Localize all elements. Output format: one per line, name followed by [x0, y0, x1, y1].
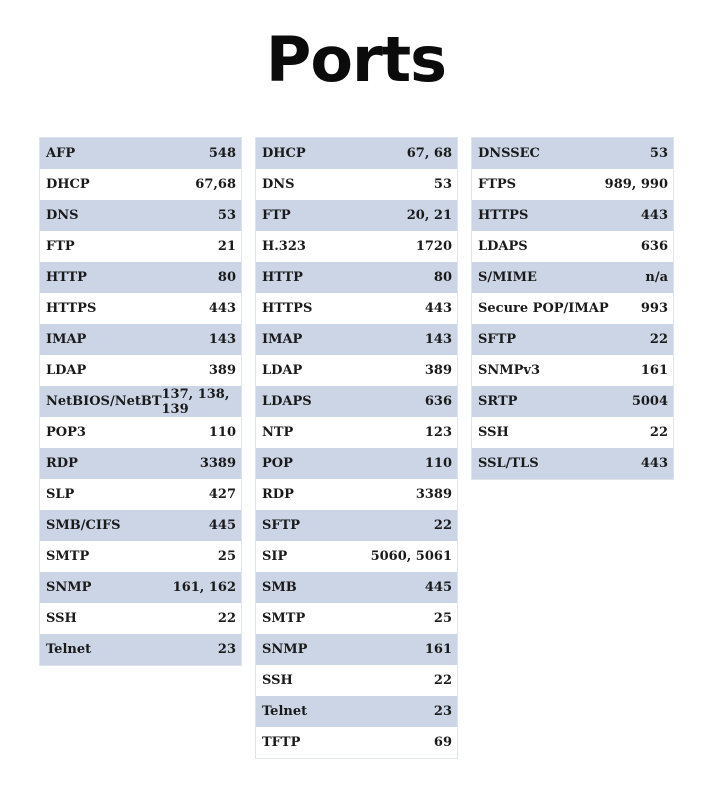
protocol-name: RDP: [46, 456, 78, 471]
port-number: 389: [424, 363, 452, 378]
port-number: 110: [208, 425, 236, 440]
table-row: [256, 231, 457, 262]
protocol-name: TFTP: [262, 735, 301, 750]
port-number: 53: [433, 177, 452, 192]
protocol-name: SSH: [478, 425, 509, 440]
port-number: n/a: [645, 270, 668, 285]
port-number: 80: [433, 270, 452, 285]
protocol-name: SMB: [262, 580, 297, 595]
table-row: [256, 293, 457, 324]
table-row: [40, 293, 241, 324]
port-number: 636: [424, 394, 452, 409]
protocol-name: Telnet: [46, 642, 92, 657]
protocol-name: DNS: [46, 208, 79, 223]
port-number: 445: [208, 518, 236, 533]
protocol-name: SMB/CIFS: [46, 518, 121, 533]
protocol-name: SSH: [46, 611, 77, 626]
port-number: 3389: [415, 487, 452, 502]
table-row: [40, 138, 241, 169]
table-row: [472, 448, 673, 479]
table-row: [40, 324, 241, 355]
port-number: 5004: [631, 394, 668, 409]
protocol-name: LDAPS: [478, 239, 528, 254]
port-number: 443: [640, 456, 668, 471]
protocol-name: SMTP: [46, 549, 90, 564]
table-row: [40, 355, 241, 386]
port-number: 110: [424, 456, 452, 471]
port-number: 22: [649, 425, 668, 440]
page-title: Ports: [265, 23, 447, 96]
protocol-name: SFTP: [478, 332, 517, 347]
protocol-name: HTTP: [46, 270, 87, 285]
table-row: [256, 200, 457, 231]
protocol-name: SSL/TLS: [478, 456, 539, 471]
protocol-name: SNMP: [46, 580, 92, 595]
protocol-name: S/MIME: [478, 270, 537, 285]
table-row: [40, 231, 241, 262]
table-row: [256, 603, 457, 634]
table-row: [40, 603, 241, 634]
table-row: [256, 448, 457, 479]
table-row: [472, 231, 673, 262]
table-row: [472, 386, 673, 417]
table-row: [40, 479, 241, 510]
port-number: 23: [217, 642, 236, 657]
protocol-name: RDP: [262, 487, 294, 502]
protocol-name: SLP: [46, 487, 75, 502]
protocol-name: DNSSEC: [478, 146, 540, 161]
port-number: 636: [640, 239, 668, 254]
table-row: [256, 479, 457, 510]
table-row: [472, 138, 673, 169]
port-number: 25: [217, 549, 236, 564]
port-number: 3389: [199, 456, 236, 471]
port-number: 1720: [415, 239, 452, 254]
port-number: 22: [649, 332, 668, 347]
protocol-name: FTP: [46, 239, 75, 254]
port-number: 25: [433, 611, 452, 626]
port-number: 548: [208, 146, 236, 161]
table-row: [472, 169, 673, 200]
table-row: [256, 386, 457, 417]
protocol-name: IMAP: [262, 332, 303, 347]
port-number: 20, 21: [406, 208, 452, 223]
port-number: 445: [424, 580, 452, 595]
table-row: [40, 417, 241, 448]
table-row: [256, 634, 457, 665]
port-number: 443: [640, 208, 668, 223]
port-number: 23: [433, 704, 452, 719]
table-row: [256, 665, 457, 696]
protocol-name: DHCP: [46, 177, 90, 192]
ports-table-column-3: [471, 137, 674, 480]
protocol-name: Telnet: [262, 704, 308, 719]
table-row: [256, 572, 457, 603]
port-number: 161, 162: [172, 580, 236, 595]
port-number: 67,68: [195, 177, 236, 192]
protocol-name: POP3: [46, 425, 86, 440]
protocol-name: DNS: [262, 177, 295, 192]
ports-table-column-1: [39, 137, 242, 666]
port-number: 427: [208, 487, 236, 502]
table-row: [256, 727, 457, 758]
protocol-name: LDAPS: [262, 394, 312, 409]
port-number: 22: [433, 673, 452, 688]
table-row: [40, 510, 241, 541]
table-row: [40, 200, 241, 231]
protocol-name: NetBIOS/NetBT: [46, 394, 162, 409]
port-number: 53: [217, 208, 236, 223]
protocol-name: NTP: [262, 425, 294, 440]
port-number: 993: [640, 301, 668, 316]
port-number: 161: [640, 363, 668, 378]
port-number: 67, 68: [406, 146, 452, 161]
port-number: 143: [208, 332, 236, 347]
port-number: 161: [424, 642, 452, 657]
table-row: [472, 355, 673, 386]
port-number: 22: [217, 611, 236, 626]
table-row: [472, 293, 673, 324]
protocol-name: SRTP: [478, 394, 518, 409]
table-row: [40, 634, 241, 665]
port-number: 5060, 5061: [370, 549, 452, 564]
table-row: [256, 324, 457, 355]
table-row: [256, 355, 457, 386]
protocol-name: FTPS: [478, 177, 517, 192]
table-row: [256, 262, 457, 293]
table-row: [472, 200, 673, 231]
table-row: [472, 262, 673, 293]
table-row: [40, 386, 241, 417]
table-row: [472, 417, 673, 448]
ports-table-column-2: [255, 137, 458, 759]
table-row: [40, 262, 241, 293]
port-number: 389: [208, 363, 236, 378]
protocol-name: SNMPv3: [478, 363, 541, 378]
port-number: 22: [433, 518, 452, 533]
protocol-name: LDAP: [262, 363, 303, 378]
table-row: [40, 541, 241, 572]
port-number: 443: [424, 301, 452, 316]
port-number: 69: [433, 735, 452, 750]
protocol-name: LDAP: [46, 363, 87, 378]
protocol-name: FTP: [262, 208, 291, 223]
protocol-name: SFTP: [262, 518, 301, 533]
protocol-name: SNMP: [262, 642, 308, 657]
protocol-name: AFP: [46, 146, 76, 161]
table-row: [256, 541, 457, 572]
table-row: [40, 169, 241, 200]
port-number: 80: [217, 270, 236, 285]
protocol-name: SIP: [262, 549, 288, 564]
port-number: 123: [424, 425, 452, 440]
port-number: 137, 138, 139: [161, 386, 230, 417]
table-row: [256, 169, 457, 200]
protocol-name: Secure POP/IMAP: [478, 301, 609, 316]
table-row: [40, 448, 241, 479]
protocol-name: IMAP: [46, 332, 87, 347]
table-row: [256, 417, 457, 448]
table-row: [472, 324, 673, 355]
protocol-name: HTTPS: [262, 301, 313, 316]
port-number: 21: [217, 239, 236, 254]
protocol-name: HTTPS: [478, 208, 529, 223]
port-number: 143: [424, 332, 452, 347]
protocol-name: HTTP: [262, 270, 303, 285]
protocol-name: SMTP: [262, 611, 306, 626]
protocol-name: H.323: [262, 239, 306, 254]
protocol-name: DHCP: [262, 146, 306, 161]
protocol-name: POP: [262, 456, 293, 471]
port-number: 989, 990: [604, 177, 668, 192]
table-row: [256, 138, 457, 169]
table-row: [256, 510, 457, 541]
table-row: [256, 696, 457, 727]
table-row: [40, 572, 241, 603]
port-number: 443: [208, 301, 236, 316]
port-number: 53: [649, 146, 668, 161]
protocol-name: SSH: [262, 673, 293, 688]
protocol-name: HTTPS: [46, 301, 97, 316]
